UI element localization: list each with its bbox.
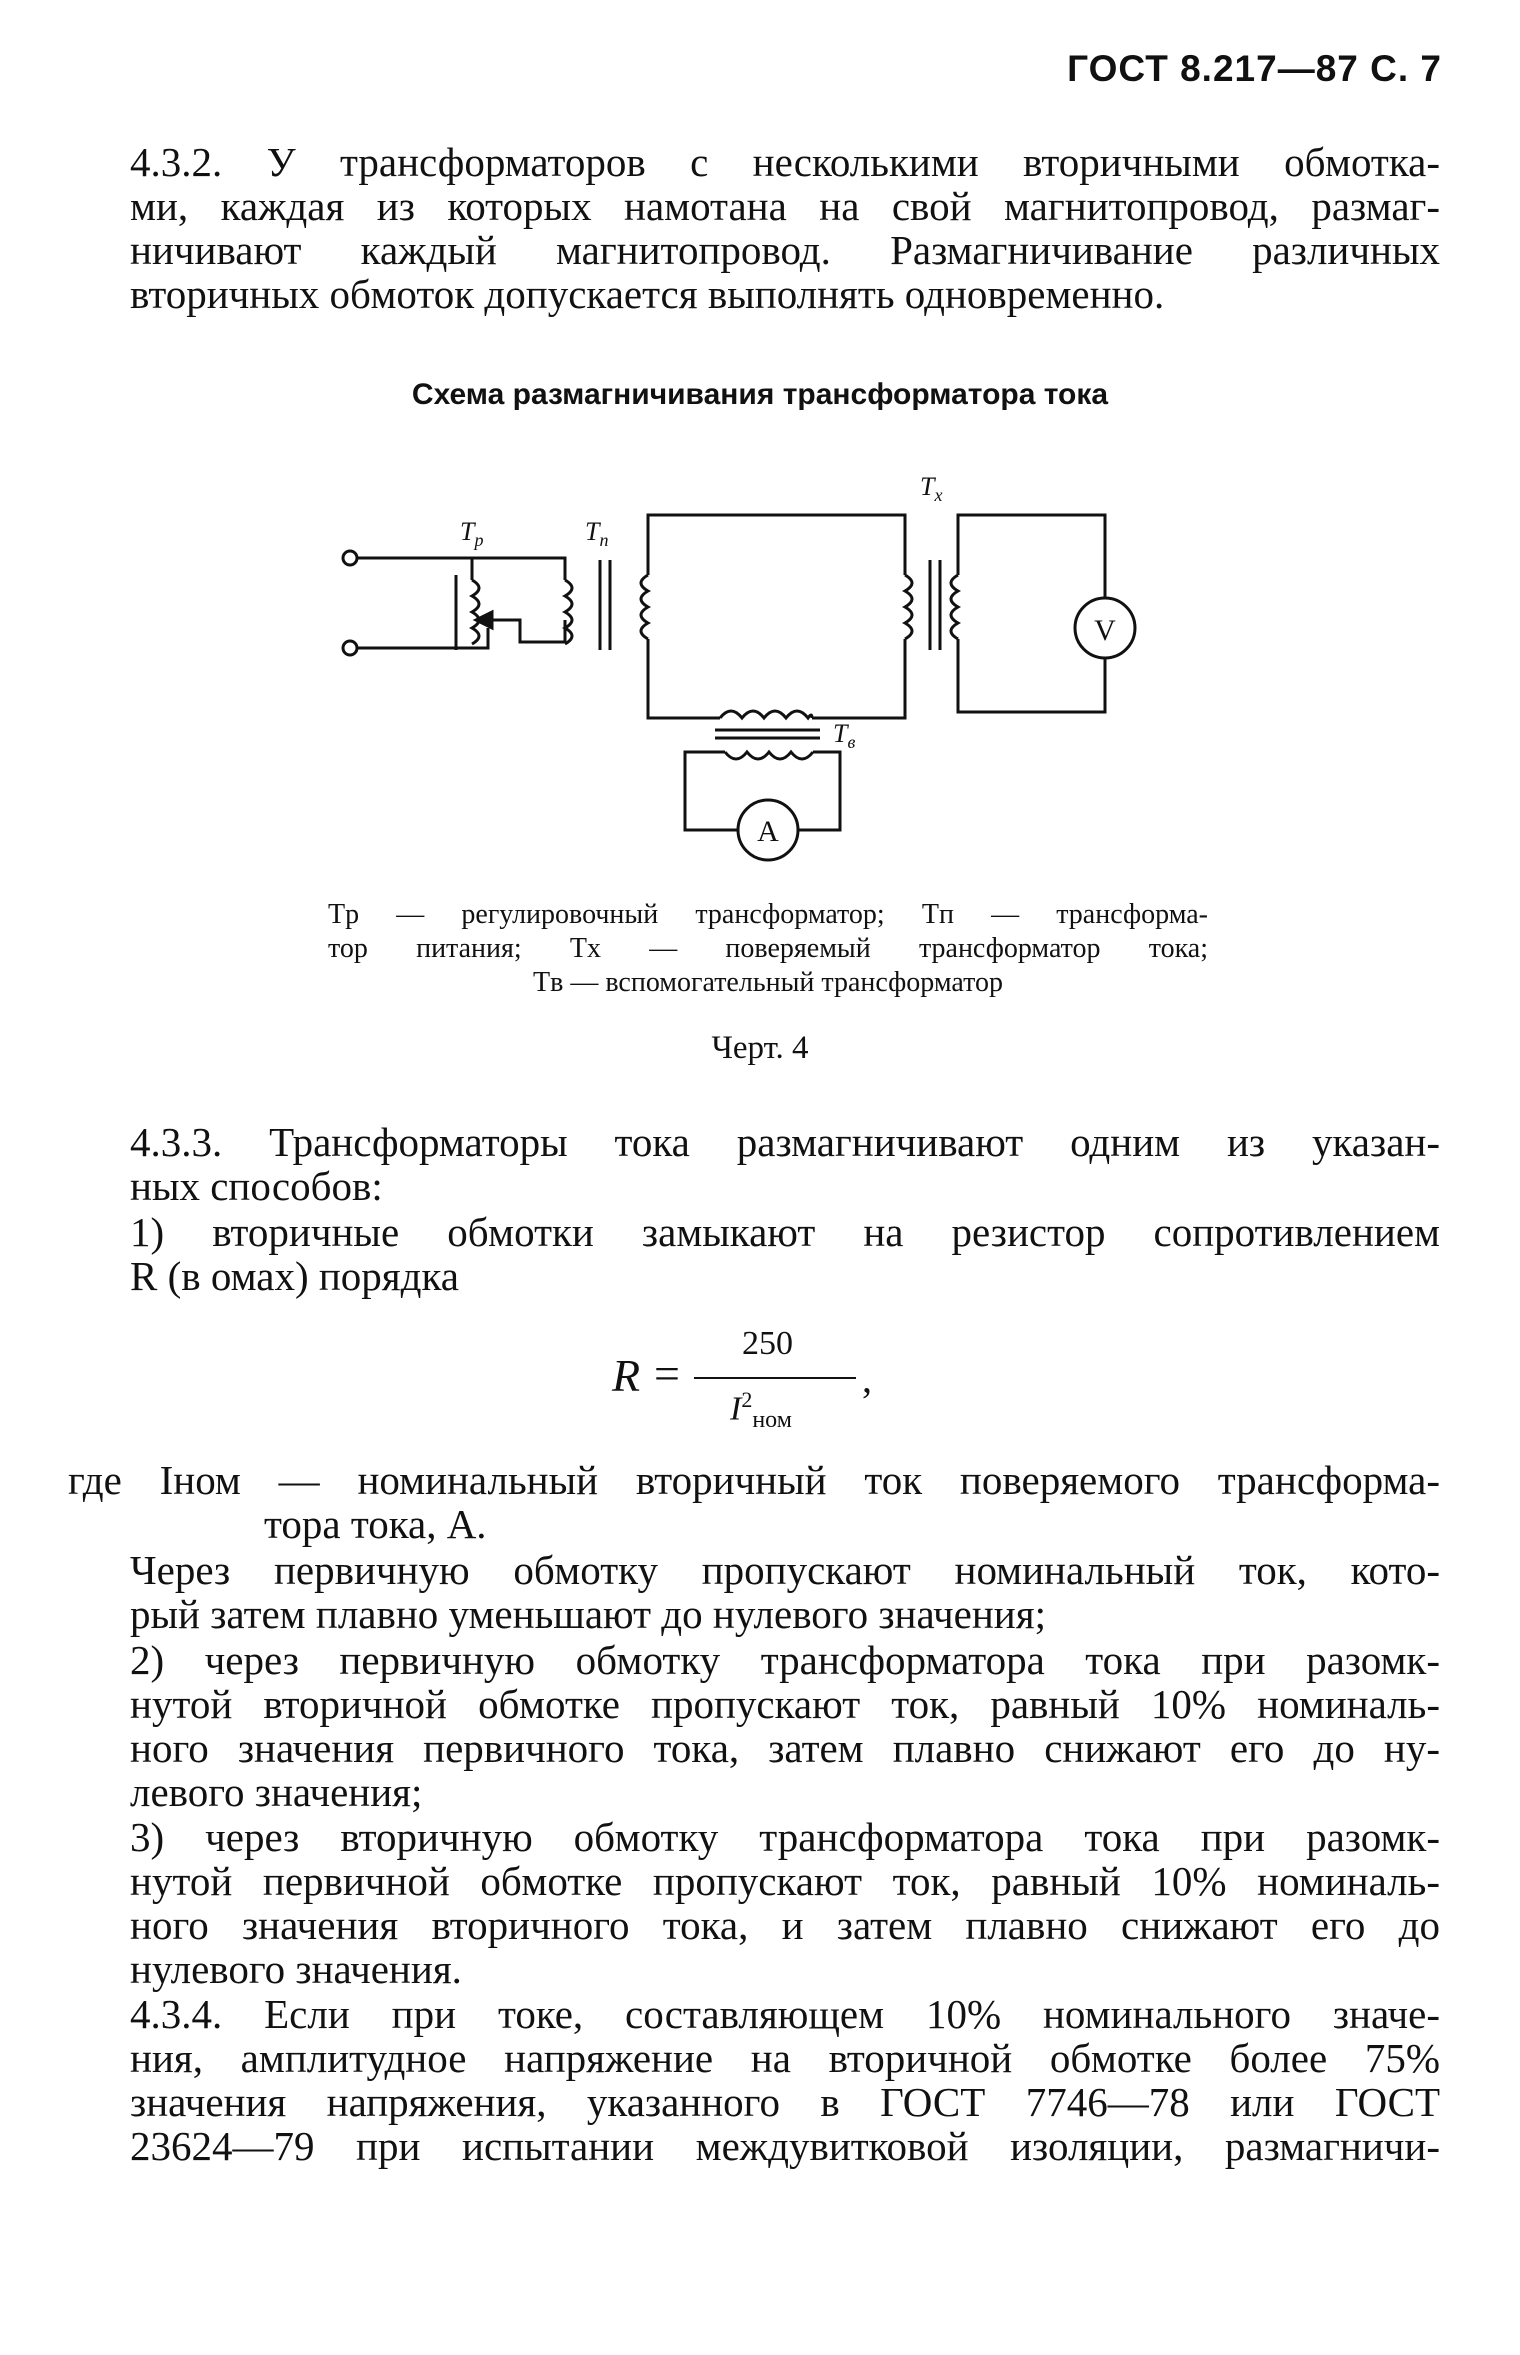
winding-tv-secondary	[725, 752, 813, 759]
winding-tr	[472, 580, 479, 644]
caption-line: Tв — вспомогательный трансформатор	[533, 967, 1003, 998]
text-line: где Iном — номинальный вторичный ток поверяемого трансформа-	[68, 1457, 1440, 1503]
text-line: Через первичную обмотку пропускают номинальный ток, кото-	[130, 1547, 1440, 1593]
formula-equals: =	[654, 1348, 680, 1399]
text-line: ничивают каждый магнитопровод. Размагничивание различных	[130, 227, 1440, 273]
ammeter-label: A	[757, 815, 779, 848]
wire	[357, 628, 488, 648]
text-line: ных способов:	[130, 1163, 383, 1209]
page-header: ГОСТ 8.217—87 С. 7	[1067, 48, 1442, 89]
voltmeter-label: V	[1094, 614, 1116, 647]
caption-line: Tр — регулировочный трансформатор; Tп — трансформа-	[328, 899, 1208, 930]
formula-numerator: 250	[742, 1325, 793, 1362]
text-line: 4.3.2. У трансформаторов с несколькими вторичными обмотка-	[130, 139, 1440, 185]
input-terminal-top	[343, 551, 357, 565]
text-line: 23624—79 при испытании междувитковой изоляции, размагничи-	[130, 2123, 1440, 2169]
text-line: ми, каждая из которых намотана на свой магнитопровод, размаг-	[130, 183, 1440, 229]
paragraph-4-3-4	[68, 1992, 1440, 2168]
label-tr: $T_р$	[460, 517, 484, 550]
text-line: 2) через первичную обмотку трансформатора тока при разомк-	[130, 1637, 1440, 1683]
list-item-3	[68, 1815, 1440, 1991]
text-line: левого значения;	[130, 1769, 423, 1815]
winding-tv-primary	[720, 711, 812, 718]
text-line: 4.3.3. Трансформаторы тока размагничивают одним из указан-	[130, 1119, 1440, 1165]
winding-tx-secondary	[951, 575, 958, 639]
wire	[812, 639, 905, 718]
text-line: нутой первичной обмотке пропускают ток, равный 10% номиналь-	[130, 1858, 1440, 1904]
caption-line: тор питания; Tх — поверяемый трансформатор тока;	[328, 933, 1208, 964]
formula-denominator: $I^2_{ном}$	[730, 1387, 792, 1434]
winding-tp-secondary	[641, 575, 648, 639]
formula-comma: ,	[862, 1356, 872, 1401]
text-line: рый затем плавно уменьшают до нулевого значения;	[130, 1591, 1046, 1637]
text-line: нутой вторичной обмотке пропускают ток, равный 10% номиналь-	[130, 1681, 1440, 1727]
label-tv: $T_в$	[833, 719, 856, 752]
resistance-formula	[612, 1325, 932, 1435]
text-line: ного значения вторичного тока, и затем плавно снижают его до	[130, 1902, 1440, 1948]
wire	[798, 752, 840, 830]
fraction-bar	[694, 1377, 856, 1379]
label-tx: $T_x$	[920, 472, 943, 505]
text-line: R (в омах) порядка	[130, 1253, 460, 1299]
label-tp: $T_п$	[585, 517, 609, 550]
text-line: 1) вторичные обмотки замыкают на резистор сопротивлением	[130, 1209, 1440, 1255]
figure-title: Схема размагничивания трансформатора тока	[411, 378, 1109, 411]
formula-explanation	[68, 1458, 1440, 1546]
list-item-2	[68, 1638, 1440, 1814]
text-line: значения напряжения, указанного в ГОСТ 7746—78 или ГОСТ	[130, 2079, 1440, 2125]
input-terminal-bottom	[343, 641, 357, 655]
paragraph-through	[68, 1548, 1440, 1636]
wire	[958, 515, 1105, 598]
winding-tx-primary	[905, 575, 912, 639]
text-line: тора тока, А.	[264, 1501, 487, 1547]
paragraph-4-3-3	[68, 1120, 1440, 1208]
list-item-1	[68, 1210, 1440, 1298]
wire	[648, 515, 905, 575]
figure-caption	[328, 898, 1208, 1000]
text-line: нулевого значения.	[130, 1946, 462, 1992]
text-line: 3) через вторичную обмотку трансформатора тока при разомк-	[130, 1814, 1440, 1860]
formula-lhs: R	[612, 1350, 641, 1401]
text-line: ного значения первичного тока, затем плавно снижают его до ну-	[130, 1725, 1440, 1771]
figure-label: Черт. 4	[711, 1030, 809, 1066]
text-line: ния, амплитудное напряжение на вторичной обмотке более 75%	[130, 2035, 1440, 2081]
wiper-arrow	[476, 612, 492, 628]
wire	[472, 558, 565, 580]
wire	[685, 752, 738, 830]
text-line: вторичных обмоток допускается выполнять одновременно.	[130, 271, 1165, 317]
wire	[648, 639, 720, 718]
text-line: 4.3.4. Если при токе, составляющем 10% номинального значе-	[130, 1991, 1440, 2037]
